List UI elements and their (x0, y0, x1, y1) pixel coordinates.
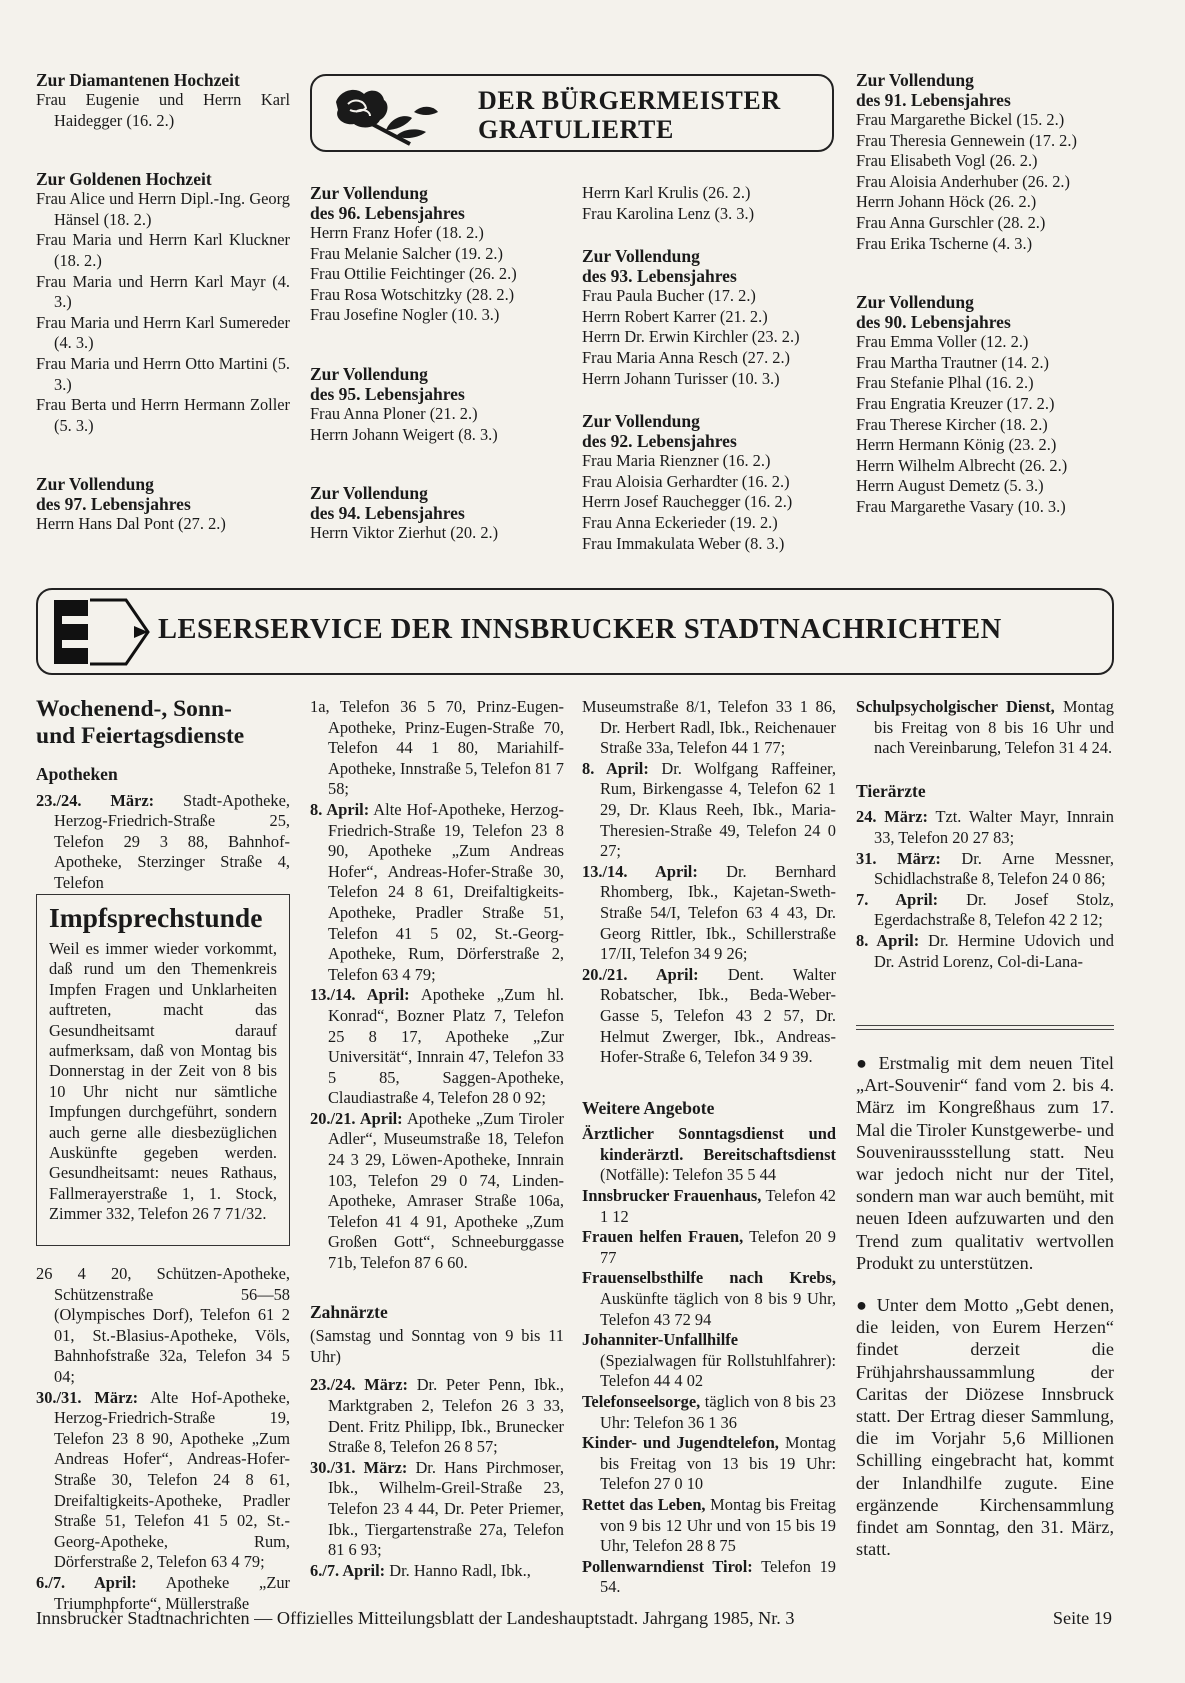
service-entry (582, 697, 836, 759)
entry-text: (Notfälle): Telefon 35 5 44 (600, 1165, 777, 1185)
list-item: Herrn Dr. Erwin Kirchler (23. 2.) (582, 327, 800, 347)
page-footer (36, 1608, 1112, 1629)
spacer (582, 389, 838, 411)
service-entry (856, 807, 1114, 848)
service-entry (36, 791, 290, 894)
entry-text: Dr. Bernhard Rhomberg, Ibk., Kajetan-Sweth-Straße 54/I, Telefon 63 4 43, Dr. Georg Rittler, Ibk., Schillerstraße 17/II, Telefon 34 9 26; (600, 861, 836, 964)
entry-label: 13./14. April: (582, 861, 698, 881)
entry-label: Innsbrucker Frauenhaus, (582, 1186, 762, 1206)
list-item: Herrn Johann Höck (26. 2.) (856, 192, 1037, 212)
list-item: Herrn Franz Hofer (18. 2.) (310, 223, 484, 242)
entry-text: Dr. Arne Messner, Schidlachstraße 8, Telefon 24 0 86; (874, 848, 1114, 889)
entry-label: 20./21. April: (582, 964, 699, 984)
service-entry (856, 931, 1114, 972)
entry-text: Tzt. Walter Mayr, Innrain 33, Telefon 20 27 83; (874, 807, 1114, 847)
weitere-angebote-list (582, 1124, 836, 1598)
entry-label: 6./7. April: (36, 1572, 137, 1592)
service-entry (582, 1124, 836, 1186)
service-entry (582, 1433, 836, 1495)
entry-text: Telefon 19 54. (600, 1556, 836, 1597)
list-item: Frau Josefine Nogler (10. 3.) (310, 305, 500, 325)
list-item: Frau Maria und Herrn Otto Martini (5. 3.) (36, 353, 290, 394)
list-item: Herrn Hans Dal Pont (27. 2.) (36, 514, 226, 534)
entry-text: Montag bis Freitag von 13 bis 19 Uhr: Telefon 27 0 10 (600, 1433, 837, 1494)
entry-text: Dent. Walter Robatscher, Ibk., Beda-Weber-Gasse 5, Telefon 43 2 57, Dr. Helmut Zwerger, Ibk., Andreas-Hofer-Straße 6, Telefon 34 9 39. (600, 964, 836, 1067)
service-col3 (582, 697, 836, 1598)
entry-label: Frauen helfen Frauen, (582, 1227, 744, 1247)
service-col4 (856, 697, 1114, 972)
entry-text: Telefon 20 9 77 (600, 1227, 836, 1267)
spacer (310, 326, 566, 364)
service-entry (310, 1109, 564, 1274)
zahnaerzte-hours: (Samstag und Sonntag von 9 bis 11 Uhr) (310, 1326, 564, 1366)
entry-text: Dr. Josef Stolz, Egerdachstraße 8, Telefon 42 2 12; (874, 889, 1115, 930)
service-entry (582, 965, 836, 1068)
spacer (582, 224, 838, 246)
service-entry (36, 1264, 290, 1388)
list-item: Frau Margarethe Vasary (10. 3.) (856, 496, 1066, 516)
divider-rule-1 (856, 1025, 1114, 1026)
impf-text: Weil es immer wieder vorkommt, daß rund um den Themenkreis Impfen Fragen und Unklarheiten auftreten, macht das Gesundheitsamt darauf aufmerksam, daß von Montag bis Donnerstag in der Zeit von 8 bis 10 Uhr nicht nur sämtliche Impfungen durchgeführt, sondern auch gerne alle diesbezüglichen Auskünfte gegeben werden. Gesundheitsamt: neues Rathaus, Fallmerayerstraße 1, 1. Stock, Zimmer 332, Telefon 26 7 71/32. (49, 939, 277, 1224)
list-item: Herrn Viktor Zierhut (20. 2.) (310, 523, 499, 543)
entry-label: 8. April: (310, 799, 370, 819)
entry-text: Dr. Peter Penn, Ibk., Marktgraben 2, Telefon 26 3 33, Dent. Fritz Philipp, Ibk., Brunecker Straße 8, Telefon 26 8 57; (328, 1375, 564, 1457)
schulpsych-entry (856, 697, 1114, 759)
impfsprechstunde-box (36, 894, 290, 1246)
entry-label: 30./31. März: (36, 1387, 139, 1407)
apotheken-list-2 (310, 697, 564, 1274)
list-heading: Zur Vollendung (310, 483, 428, 504)
list-item: Frau Rosa Wotschitzky (28. 2.) (310, 284, 515, 304)
service-entry (582, 1557, 836, 1598)
list-item: Frau Anna Gurschler (28. 2.) (856, 212, 1046, 232)
list-item: Frau Anna Ploner (21. 2.) (310, 403, 478, 423)
subheading-apotheken: Apotheken (36, 764, 118, 784)
tieraerzte-list (856, 807, 1114, 972)
zahnaerzte-list (310, 1375, 564, 1581)
list-item: Frau Eugenie und Herrn Karl Haidegger (16. 2.) (36, 90, 290, 130)
entry-text: Dr. Hanno Radl, Ibk., (385, 1560, 531, 1580)
service-entry (582, 862, 836, 965)
list-item: Frau Engratia Kreuzer (17. 2.) (856, 393, 1055, 413)
list-item: Frau Maria und Herrn Karl Sumereder (4. 3.) (36, 312, 290, 353)
spacer (310, 445, 566, 483)
news-item-art-souvenir: ● Erstmalig mit dem neuen Titel „Art-Souvenir“ fand vom 2. bis 4. März im Kongreßhaus zum 17. Mal die Tiroler Kunstgewerbe- und Souveniraussstellung statt. Neu war jedoch nicht nur der Titel, sondern man war auch bemüht, mit neuen Ideen aufzuwarten und den Trend zum qualitativ wertvollen Produkt zu unterstützen. (856, 1053, 1114, 1273)
mayor-header-box (310, 74, 834, 152)
service-entry (582, 1268, 836, 1330)
rose-emblem-icon (326, 82, 446, 146)
service-entry (856, 849, 1114, 890)
entry-label: 8. April: (582, 758, 649, 778)
list-item: Herrn Karl Krulis (26. 2.) (582, 183, 751, 202)
entry-label: Pollenwarndienst Tirol: (582, 1556, 753, 1576)
entry-text: Apotheke „Zur Triumphpforte“, Müllerstraße (54, 1572, 290, 1613)
zahnaerzte-list-cont (582, 697, 836, 1068)
service-entry (310, 985, 564, 1109)
list-heading: Zur Goldenen Hochzeit (36, 169, 212, 190)
bullet-icon: ● (856, 1053, 879, 1073)
entry-text: Alte Hof-Apotheke, Herzog-Friedrich-Straße 19, Telefon 23 8 90, Apotheke „Zum Andreas Hofer“, Andreas-Hofer-Straße 30, Telefon 24 8 61, Dreifaltigkeits-Apotheke, Pradler Straße 51, Telefon 41 5 02, St.-Georg-Apotheke, Rum, Dörferstraße 2, Telefon 63 4 79; (54, 1387, 290, 1572)
entry-label: 6./7. April: (310, 1560, 386, 1580)
service-entry (582, 1392, 836, 1433)
list-item: Frau Ottilie Feichtinger (26. 2.) (310, 264, 517, 284)
list-item: Frau Berta und Herrn Hermann Zoller (5. 3.) (36, 395, 290, 435)
entry-text: Montag bis Freitag von 8 bis 16 Uhr und nach Vereinbarung, Telefon 31 4 24. (874, 697, 1114, 758)
list-item: Frau Aloisia Gerhardter (16. 2.) (582, 471, 790, 491)
entry-text: Telefon 42 1 12 (600, 1186, 836, 1226)
entry-label: Frauenselbsthilfe nach Krebs, (582, 1268, 836, 1288)
list-item: Frau Maria Anna Resch (27. 2.) (582, 347, 791, 367)
service-entry (582, 1227, 836, 1268)
apotheken-list-1 (36, 791, 290, 894)
service-col1 (36, 696, 290, 894)
list-heading: des 94. Lebensjahres (310, 503, 465, 524)
entry-text: Stadt-Apotheke, Herzog-Friedrich-Straße 25, Telefon 29 3 88, Bahnhof-Apotheke, Sterzinger Straße 4, Telefon (54, 790, 290, 892)
list-heading: Zur Vollendung (582, 411, 700, 432)
entry-label: 30./31. März: (310, 1457, 408, 1477)
col1-top (36, 70, 290, 535)
col4-top (856, 70, 1118, 518)
entry-text: 26 4 20, Schützen-Apotheke, Schützenstraße 56—58 (Olympisches Dorf), Telefon 61 2 01, St.-Blasius-Apotheke, Völs, Bahnhofstraße 32a, Telefon 34 5 04; (36, 1264, 290, 1386)
banner-title: LESERSERVICE DER INNSBRUCKER STADTNACHRICHTEN (158, 614, 1002, 645)
section-title: Wochenend-, Sonn- und Feiertagsdienste (36, 696, 245, 749)
mayor-header-title (478, 86, 781, 144)
list-heading: Zur Diamantenen Hochzeit (36, 70, 240, 90)
list-heading: Zur Vollendung (310, 363, 428, 384)
service-entry (856, 697, 1114, 759)
news-item-caritas: ● Unter dem Motto „Gebt denen, die leiden, von Eurem Herzen“ findet derzeit die Frühjahrshaussammlung der Caritas der Diözese Innsbruck statt. Der Ertrag dieser Sammlung, die im Vorjahr 5,6 Millionen Schilling eingebracht hat, kommt der Inlandhilfe zugute. Eine ergänzende Kirchensammlung findet am Sonntag, den 31. März, statt. (856, 1295, 1114, 1560)
entry-label: Telefonseelsorge, (582, 1392, 701, 1411)
list-item: Frau Aloisia Anderhuber (26. 2.) (856, 171, 1070, 191)
list-item: Frau Paula Bucher (17. 2.) (582, 286, 756, 306)
list-heading: Zur Vollendung (856, 70, 974, 90)
list-item: Herrn Wilhelm Albrecht (26. 2.) (856, 455, 1068, 475)
entry-text: Apotheke „Zum hl. Konrad“, Bozner Platz 7, Telefon 25 8 17, Apotheke „Zur Universität“, Innrain 47, Telefon 33 5 85, Saggen-Apotheke, Claudiastraße 4, Telefon 28 0 92; (328, 985, 564, 1108)
impf-title: Impfsprechstunde (49, 902, 263, 933)
entry-label: 23./24. März: (310, 1375, 408, 1395)
entry-text: Dr. Wolfgang Raffeiner, Rum, Birkengasse 4, Telefon 62 1 29, Dr. Klaus Reeh, Ibk., Maria-Theresien-Straße 49, Telefon 24 0 27; (600, 758, 836, 861)
bullet-icon: ● (856, 1295, 877, 1316)
list-item: Frau Maria und Herrn Karl Mayr (4. 3.) (36, 271, 290, 312)
entry-label: Rettet das Leben, (582, 1494, 706, 1514)
entry-text: Alte Hof-Apotheke, Herzog-Friedrich-Straße 19, Telefon 23 8 90, Apotheke „Zum Andreas Hofer“, Andreas-Hofer-Straße 30, Telefon 24 8 61, Dreifaltigkeits-Apotheke, Pradler Straße 51, Telefon 41 5 02, St.-Georg-Apotheke, Rum, Dörferstraße 2, Telefon 63 4 79; (328, 799, 565, 984)
page-number: Seite 19 (1052, 1608, 1112, 1628)
entry-label: Schulpsycholgischer Dienst, (856, 697, 1055, 716)
list-item: Frau Erika Tscherne (4. 3.) (856, 233, 1033, 253)
list-item: Herrn Johann Turisser (10. 3.) (582, 368, 780, 388)
service-entry (582, 1330, 836, 1392)
news-column (856, 1052, 1114, 1560)
service-entry (582, 1186, 836, 1227)
entry-label: 8. April: (856, 930, 920, 950)
list-item: Herrn August Demetz (5. 3.) (856, 476, 1044, 496)
service-entry (310, 1458, 564, 1561)
list-item: Frau Immakulata Weber (8. 3.) (582, 533, 785, 553)
entry-text: täglich von 8 bis 23 Uhr: Telefon 36 1 36 (600, 1392, 836, 1432)
divider-rule-2 (856, 1029, 1114, 1030)
service-col1-cont (36, 1264, 290, 1614)
entry-text: Dr. Hans Pirchmoser, Ibk., Wilhelm-Greil-Straße 23, Telefon 23 4 44, Dr. Peter Priemer, Ibk., Tiergartenstraße 27a, Telefon 81 6 93; (328, 1457, 564, 1560)
list-item: Frau Elisabeth Vogl (26. 2.) (856, 151, 1038, 171)
entry-text: Museumstraße 8/1, Telefon 33 1 86, Dr. Herbert Radl, Ibk., Reichenauer Straße 33a, Telefon 44 1 77; (582, 697, 836, 758)
spacer (36, 131, 290, 169)
list-item: Herrn Josef Rauchegger (16. 2.) (582, 492, 793, 512)
leserservice-banner (36, 588, 1114, 675)
entry-text: 1a, Telefon 36 5 70, Prinz-Eugen-Apotheke, Prinz-Eugen-Straße 70, Telefon 44 1 80, Mariahilf-Apotheke, Innstraße 5, Telefon 81 7 58; (310, 697, 564, 799)
list-heading: Zur Vollendung (36, 474, 154, 495)
list-item: Frau Emma Voller (12. 2.) (856, 332, 1029, 352)
service-col2 (310, 697, 564, 1581)
service-entry (310, 1561, 564, 1582)
list-heading: des 93. Lebensjahres (582, 266, 737, 287)
entry-text: Auskünfte täglich von 8 bis 9 Uhr, Telefon 43 72 94 (600, 1289, 836, 1329)
list-heading: des 97. Lebensjahres (36, 494, 191, 515)
list-item: Frau Melanie Salcher (19. 2.) (310, 243, 503, 263)
service-entry (856, 890, 1114, 931)
entry-label: 24. März: (856, 807, 928, 827)
spacer (856, 254, 1118, 292)
mayor-header-line1: DER BÜRGERMEISTER (478, 86, 781, 115)
entry-label: Kinder- und Jugendtelefon, (582, 1433, 779, 1453)
mayor-header-line2: GRATULIERTE (478, 115, 674, 144)
list-item: Frau Anna Eckerieder (19. 2.) (582, 512, 778, 532)
service-entry (582, 759, 836, 862)
entry-label: Ärztlicher Sonntagsdienst und kinderärztl. Bereitschaftsdienst (582, 1124, 836, 1164)
col3-top (582, 183, 838, 554)
list-item: Herrn Hermann König (23. 2.) (856, 435, 1057, 455)
list-heading: des 96. Lebensjahres (310, 203, 465, 223)
list-item: Frau Karolina Lenz (3. 3.) (582, 203, 755, 223)
list-heading: des 95. Lebensjahres (310, 383, 465, 404)
service-entry (310, 1375, 564, 1457)
stadtnachrichten-logo-icon (48, 596, 160, 668)
list-item: Frau Theresia Gennewein (17. 2.) (856, 130, 1077, 150)
list-item: Frau Maria und Herrn Karl Kluckner (18. 2.) (36, 230, 290, 270)
list-item: Frau Margarethe Bickel (15. 2.) (856, 110, 1065, 129)
list-heading: des 92. Lebensjahres (582, 431, 737, 452)
list-item: Herrn Johann Weigert (8. 3.) (310, 424, 498, 444)
entry-text: Montag bis Freitag von 9 bis 12 Uhr und von 15 bis 19 Uhr, Telefon 28 8 75 (600, 1494, 836, 1556)
entry-text: Dr. Hermine Udovich und Dr. Astrid Lorenz, Col-di-Lana- (874, 930, 1114, 971)
list-heading: Zur Vollendung (856, 292, 974, 313)
list-item: Frau Therese Kircher (18. 2.) (856, 414, 1048, 434)
col2-top (310, 183, 566, 544)
list-item: Frau Maria Rienzner (16. 2.) (582, 451, 771, 471)
entry-label: 31. März: (856, 848, 941, 868)
service-entry (582, 1495, 836, 1557)
service-entry (36, 1388, 290, 1573)
list-item: Frau Stefanie Plhal (16. 2.) (856, 373, 1034, 393)
list-heading: des 91. Lebensjahres (856, 90, 1011, 110)
list-item: Frau Martha Trautner (14. 2.) (856, 352, 1050, 372)
footer-publication: Innsbrucker Stadtnachrichten — Offizielles Mitteilungsblatt der Landeshauptstadt. Jahrgang 1985, Nr. 3 (36, 1608, 795, 1628)
service-entry (310, 800, 564, 985)
entry-text: Apotheke „Zum Tiroler Adler“, Museumstraße 18, Telefon 24 3 29, Löwen-Apotheke, Innrain 103, Telefon 29 0 74, Linden-Apotheke, Amraser Straße 106a, Telefon 41 4 91, Apotheke „Zum Großen Gott“, Schneeburggasse 71b, Telefon 87 6 60. (328, 1108, 564, 1273)
list-item: Herrn Robert Karrer (21. 2.) (582, 306, 768, 326)
entry-label: Johanniter-Unfallhilfe (582, 1330, 739, 1350)
entry-label: 20./21. April: (310, 1108, 403, 1128)
subheading-tieraerzte: Tierärzte (856, 780, 926, 801)
list-heading: Zur Vollendung (582, 246, 700, 267)
subheading-zahnaerzte: Zahnärzte (310, 1301, 388, 1322)
list-heading: des 90. Lebensjahres (856, 312, 1011, 333)
list-item: Frau Alice und Herrn Dipl.-Ing. Georg Hänsel (18. 2.) (36, 189, 290, 229)
entry-text: (Spezialwagen für Rollstuhlfahrer): Telefon 44 4 02 (600, 1350, 836, 1391)
service-entry (310, 697, 564, 800)
spacer (36, 436, 290, 474)
entry-label: 23./24. März: (36, 790, 155, 810)
entry-label: 13./14. April: (310, 985, 410, 1005)
entry-label: 7. April: (856, 889, 939, 909)
list-heading: Zur Vollendung (310, 183, 428, 203)
subheading-weitere-angebote: Weitere Angebote (582, 1097, 715, 1118)
